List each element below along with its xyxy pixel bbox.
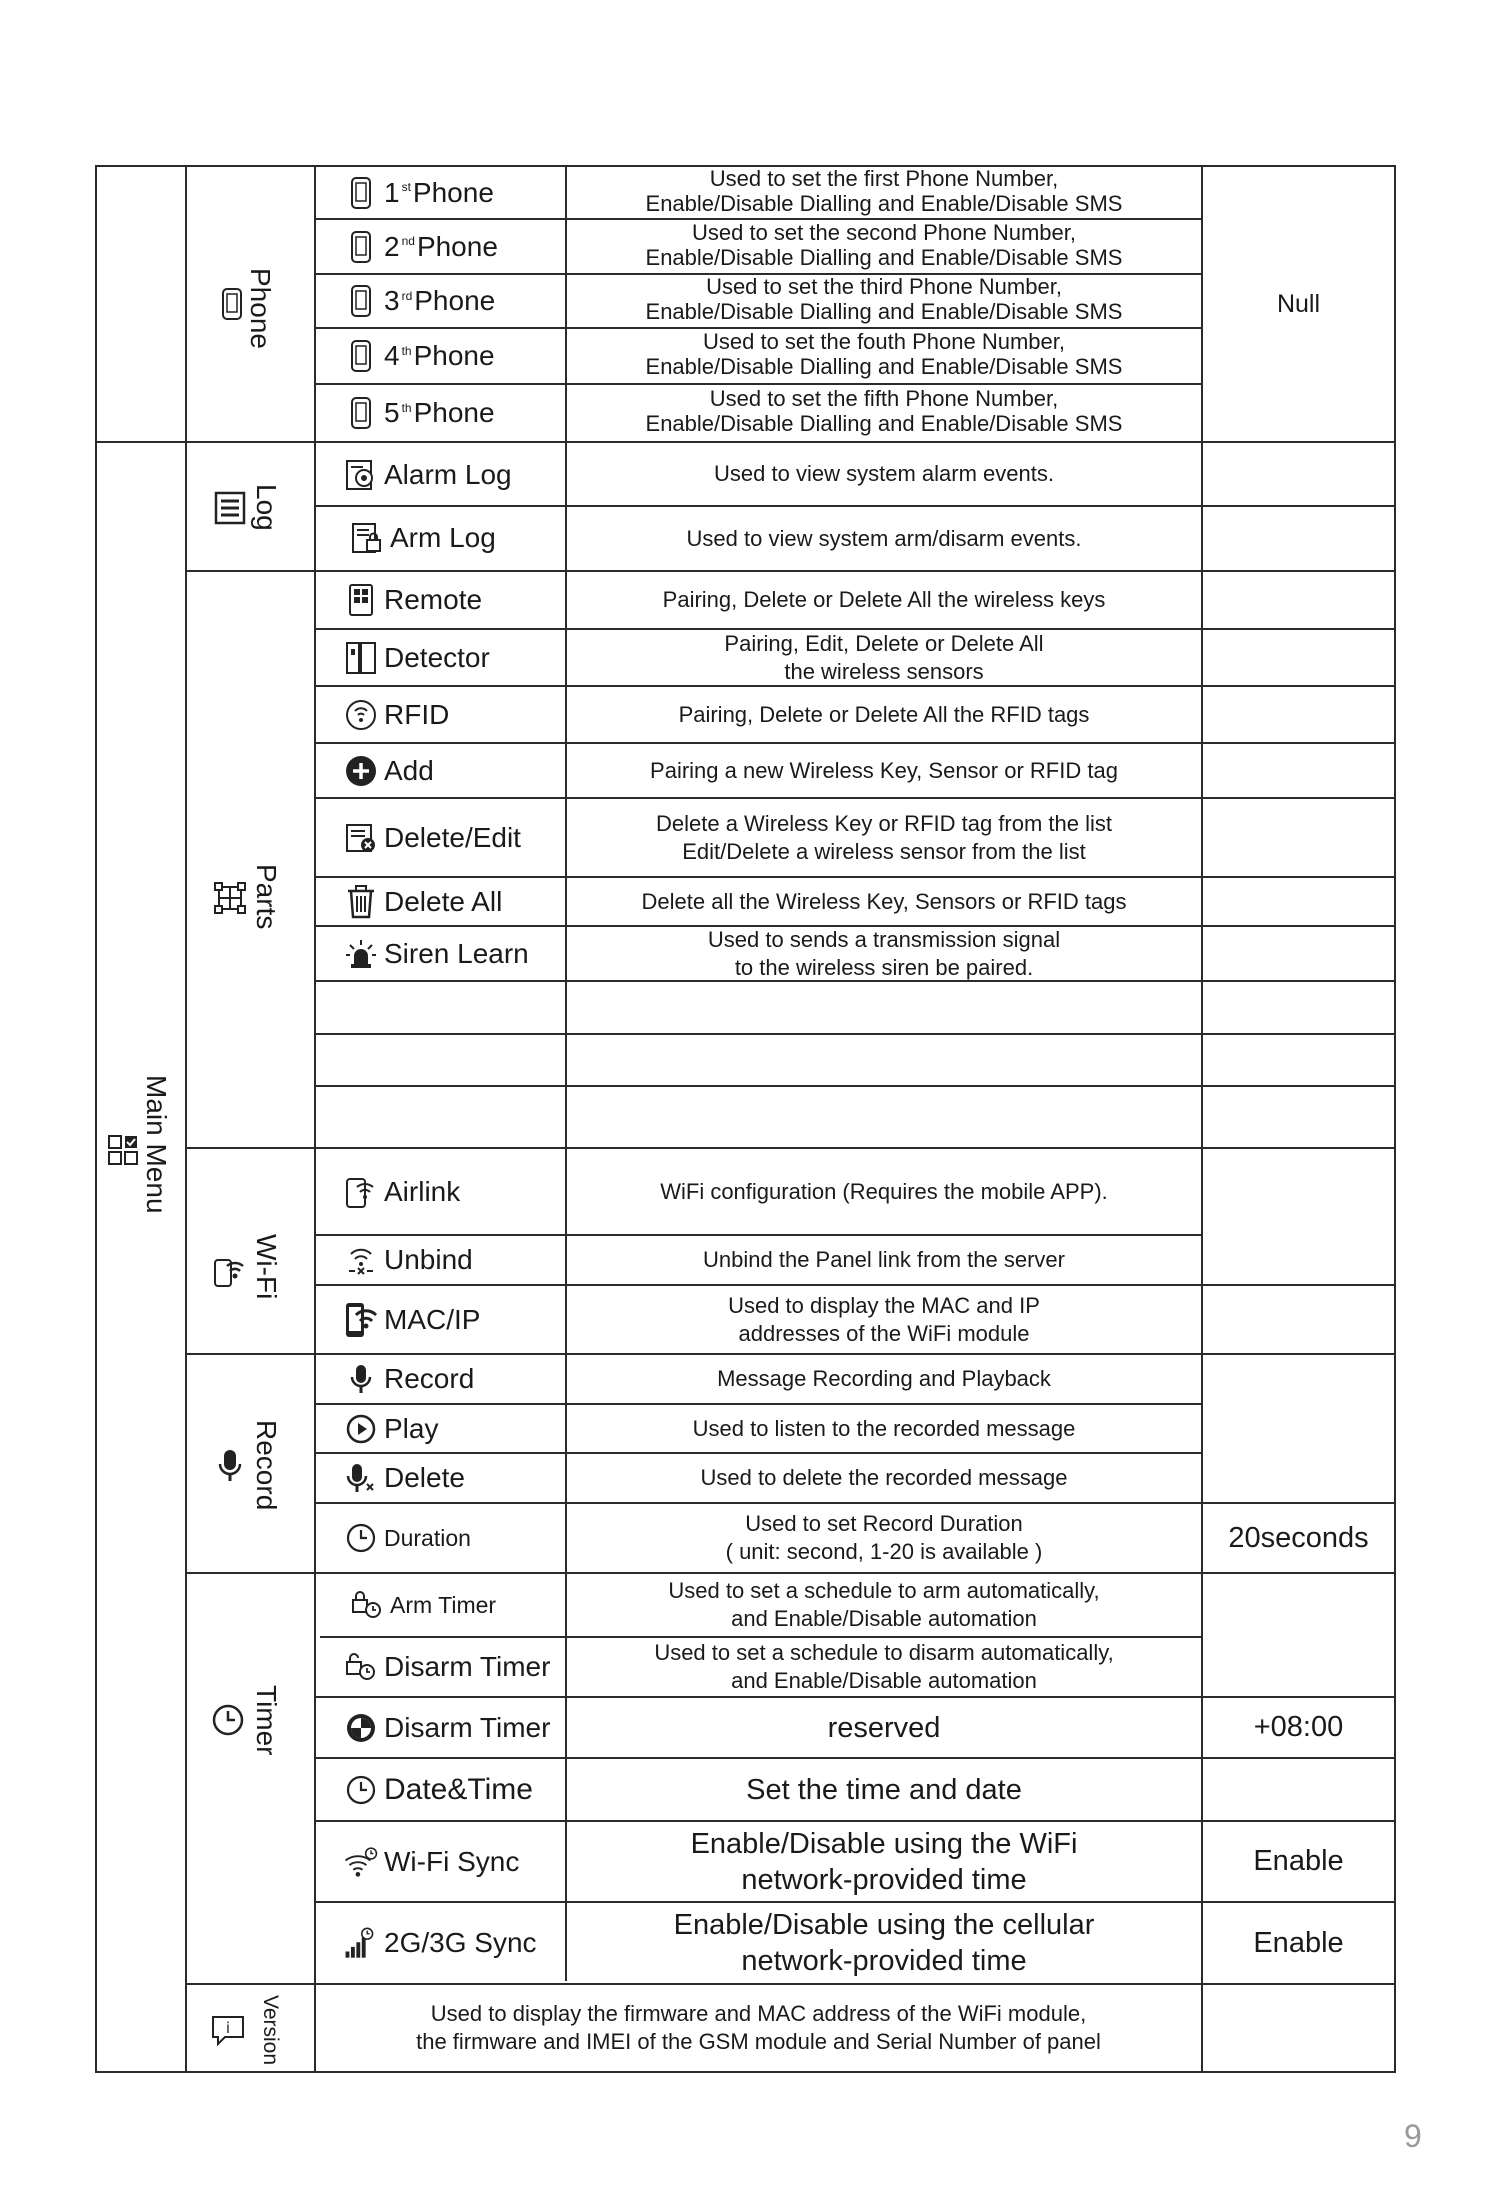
trash-icon — [344, 885, 378, 919]
wifi-phone-icon — [212, 1252, 248, 1288]
description-line-1: Enable/Disable using the cellular — [673, 1909, 1095, 1941]
description-line-1: reserved — [827, 1711, 941, 1744]
info-icon — [210, 2012, 246, 2048]
item-description — [567, 1638, 1201, 1696]
item-description — [567, 1822, 1201, 1901]
description-line-1: Used to sends a transmission signal — [707, 926, 1061, 952]
description-line-1: Used to set the fouth Phone Number, — [702, 329, 1065, 354]
phone-description — [567, 165, 1201, 216]
item-description — [567, 572, 1201, 628]
menu-item-alarm-log[interactable] — [344, 458, 512, 492]
item-description — [567, 630, 1201, 685]
unbind-icon — [344, 1243, 378, 1277]
description-line-1: Used to set a schedule to disarm automatically, — [654, 1640, 1114, 1665]
group-label-wifi: Wi-Fi — [251, 1234, 282, 1300]
menu-item-siren-learn[interactable] — [344, 927, 529, 980]
menu-item-label: Play — [384, 1412, 439, 1444]
description-line-1: Delete all the Wireless Key, Sensors or RFID tags — [641, 888, 1127, 914]
menu-item-phone-1[interactable] — [344, 167, 494, 218]
add-icon — [344, 754, 378, 788]
menu-item-label: MAC/IP — [384, 1303, 481, 1335]
menu-grid-icon — [105, 1132, 141, 1168]
menu-item-label — [384, 285, 495, 317]
arm-log-icon — [350, 521, 384, 555]
menu-item-remote[interactable] — [344, 572, 482, 628]
page-number: 9 — [1404, 2118, 1422, 2154]
description-line-2: and Enable/Disable automation — [731, 1606, 1037, 1631]
menu-item-play[interactable] — [344, 1405, 438, 1452]
menu-item-label: Remote — [384, 584, 483, 615]
group-label-parts: Parts — [251, 864, 282, 930]
arm-timer-icon — [350, 1588, 384, 1622]
phone-word: Phone — [414, 285, 496, 316]
description-line-1: Used to delete the recorded message — [700, 1465, 1068, 1490]
item-description — [567, 878, 1201, 925]
menu-item-arm-log[interactable] — [350, 521, 496, 555]
menu-item-airlink[interactable] — [344, 1149, 460, 1234]
item-description — [567, 744, 1201, 797]
description-line-2: Enable/Disable Dialling and Enable/Disable SMS — [645, 190, 1123, 216]
description-line-2: and Enable/Disable automation — [731, 1668, 1037, 1693]
description-line-2: Enable/Disable Dialling and Enable/Disable SMS — [645, 244, 1123, 270]
setting-value: Enable — [1253, 1926, 1344, 1959]
menu-item-2g-3g-sync[interactable] — [344, 1903, 537, 1983]
menu-item-label: Add — [384, 754, 434, 786]
item-description — [567, 927, 1201, 980]
item-description — [567, 1149, 1201, 1234]
setting-value: Enable — [1253, 1845, 1344, 1877]
menu-item-phone-3[interactable] — [344, 275, 495, 327]
description-line-2: Enable/Disable Dialling and Enable/Disable SMS — [645, 299, 1123, 324]
menu-item-label: Disarm Timer — [384, 1711, 551, 1743]
phone-word: Phone — [413, 397, 495, 428]
menu-item-label: 2G/3G Sync — [384, 1927, 537, 1958]
disarm-timer-icon — [344, 1650, 378, 1684]
log-icon — [212, 490, 248, 526]
menu-item-label — [384, 397, 495, 429]
description-line-1: Used to set a schedule to arm automatically, — [668, 1578, 1100, 1603]
menu-item-delete-all[interactable] — [344, 878, 502, 925]
description-line-2: the wireless sensors — [784, 658, 984, 684]
version-desc-line-2: the firmware and IMEI of the GSM module and Serial Number of panel — [416, 2029, 1101, 2054]
item-description — [567, 1574, 1201, 1636]
menu-item-disarm-timer[interactable] — [344, 1638, 550, 1696]
phone-ordinal-suffix: th — [401, 343, 412, 358]
menu-item-unbind[interactable] — [344, 1236, 473, 1284]
item-description — [567, 1454, 1201, 1502]
menu-item-label: Alarm Log — [384, 459, 512, 490]
description-line-2: addresses of the WiFi module — [738, 1320, 1030, 1346]
mobile-phone-icon — [344, 396, 378, 430]
clock-icon — [210, 1702, 246, 1738]
item-description — [567, 1903, 1201, 1983]
play-icon — [344, 1412, 378, 1446]
menu-item-add[interactable] — [344, 744, 434, 797]
group-label-log: Log — [251, 484, 282, 531]
menu-item-disarm-timer[interactable] — [344, 1698, 550, 1757]
menu-item-label: Wi-Fi Sync — [384, 1845, 520, 1877]
phone-word: Phone — [412, 176, 494, 208]
delete-edit-icon — [344, 821, 378, 855]
menu-item-label: Disarm Timer — [384, 1651, 551, 1682]
phone-description — [567, 383, 1201, 439]
mobile-phone-icon — [344, 284, 378, 318]
alarm-log-icon — [344, 458, 378, 492]
menu-item-label: Siren Learn — [384, 937, 529, 969]
detector-icon — [344, 641, 378, 675]
item-description — [567, 1759, 1201, 1820]
menu-item-label — [384, 177, 494, 209]
menu-item-phone-4[interactable] — [344, 329, 495, 383]
menu-item-label — [384, 340, 495, 372]
siren-icon — [344, 937, 378, 971]
row-divider — [314, 1033, 1396, 1035]
arm-log-description: Used to view system arm/disarm events. — [686, 525, 1082, 551]
main-menu-label: Main Menu — [141, 1075, 172, 1214]
phone-ordinal-number: 5 — [384, 397, 400, 428]
description-line-1: Set the time and date — [746, 1773, 1022, 1806]
microphone-delete-icon — [344, 1461, 378, 1495]
group-label-timer: Timer — [251, 1685, 282, 1756]
table-border-left — [95, 165, 97, 2073]
setting-value: +08:00 — [1253, 1711, 1344, 1743]
cellular-sync-icon — [344, 1926, 378, 1960]
mobile-phone-icon — [344, 176, 378, 210]
group-label-phone: Phone — [245, 268, 276, 349]
clock-icon — [344, 1521, 378, 1555]
menu-item-label: Arm Log — [390, 522, 496, 553]
menu-item-label: RFID — [384, 698, 450, 730]
timezone-icon — [344, 1711, 378, 1745]
menu-item-label: Record — [384, 1363, 475, 1394]
menu-item-label: Date&Time — [384, 1772, 533, 1806]
description-line-2: network-provided time — [741, 1863, 1027, 1896]
description-line-2: Enable/Disable Dialling and Enable/Disable SMS — [645, 354, 1123, 379]
description-line-1: Pairing, Delete or Delete All the wireless keys — [662, 587, 1106, 612]
description-line-1: Used to listen to the recorded message — [692, 1415, 1076, 1441]
menu-item-record[interactable] — [344, 1355, 474, 1403]
menu-item-label: Delete — [384, 1462, 465, 1493]
phone-ordinal-number: 4 — [384, 340, 400, 371]
svg-text:i: i — [225, 2019, 231, 2037]
menu-item-phone-2[interactable] — [344, 220, 498, 273]
description-line-1: Used to set Record Duration — [745, 1511, 1023, 1536]
description-line-1: Message Recording and Playback — [717, 1366, 1051, 1391]
item-description — [567, 1405, 1201, 1452]
airlink-icon — [344, 1175, 378, 1209]
description-line-1: Pairing, Edit, Delete or Delete All — [724, 630, 1044, 656]
table-border-bottom — [95, 2071, 1396, 2073]
menu-item-label: Delete/Edit — [384, 821, 521, 853]
column-divider-2 — [314, 165, 316, 2073]
description-line-1: Used to set the second Phone Number, — [691, 219, 1076, 245]
menu-item-arm-timer[interactable] — [350, 1574, 496, 1636]
phone-description — [567, 218, 1201, 271]
menu-item-mac-ip[interactable] — [344, 1286, 480, 1353]
phone-ordinal-number: 2 — [384, 230, 400, 262]
menu-item-label — [384, 231, 498, 263]
group-label-record: Record — [251, 1420, 282, 1511]
description-line-2: to the wireless siren be paired. — [734, 954, 1034, 980]
menu-item-detector[interactable] — [344, 630, 490, 685]
phone-ordinal-number: 3 — [384, 285, 400, 316]
description-line-1: Delete a Wireless Key or RFID tag from the list — [655, 810, 1113, 836]
menu-item-label: Duration — [384, 1524, 471, 1551]
item-description — [567, 1698, 1201, 1757]
column-divider-1 — [185, 165, 187, 2073]
menu-item-label: Unbind — [384, 1244, 473, 1275]
item-description — [567, 799, 1201, 876]
menu-item-date-time[interactable] — [344, 1759, 533, 1820]
phone-word: Phone — [416, 230, 498, 262]
menu-item-label: Airlink — [384, 1175, 461, 1207]
description-line-1: Pairing, Delete or Delete All the RFID tags — [678, 701, 1090, 727]
version-desc-line-1: Used to display the firmware and MAC address of the WiFi module, — [430, 2001, 1087, 2026]
description-line-1: Pairing a new Wireless Key, Sensor or RFID tag — [650, 757, 1118, 783]
mac-ip-icon — [344, 1303, 378, 1337]
item-description — [567, 1286, 1201, 1353]
phone-icon — [214, 286, 250, 322]
description-line-1: Used to display the MAC and IP — [728, 1292, 1040, 1318]
menu-item-duration[interactable] — [344, 1504, 471, 1572]
phone-description — [567, 327, 1201, 381]
microphone-icon — [212, 1448, 248, 1484]
remote-icon — [344, 583, 378, 617]
description-line-1: Used to set the first Phone Number, — [709, 165, 1059, 191]
phone-description — [567, 273, 1201, 325]
description-line-1: Used to set the third Phone Number, — [706, 274, 1062, 299]
mobile-phone-icon — [344, 339, 378, 373]
description-line-2: network-provided time — [741, 1945, 1027, 1977]
version-description — [316, 1985, 1201, 2071]
group-label-version: Version — [259, 1995, 282, 2066]
wifi-sync-icon — [344, 1845, 378, 1879]
parts-icon — [212, 880, 248, 916]
setting-value: 20seconds — [1228, 1521, 1369, 1554]
alarm-log-description: Used to view system alarm events. — [714, 461, 1054, 486]
description-line-1: Enable/Disable using the WiFi — [690, 1827, 1078, 1860]
item-description — [567, 1504, 1201, 1572]
description-line-1: Unbind the Panel link from the server — [703, 1247, 1065, 1272]
menu-item-delete[interactable] — [344, 1454, 465, 1502]
menu-item-wi-fi-sync[interactable] — [344, 1822, 519, 1901]
phone-ordinal-suffix: rd — [401, 288, 413, 303]
description-line-1: Used to set the fifth Phone Number, — [709, 386, 1059, 411]
item-description — [567, 1236, 1201, 1284]
item-description — [567, 1355, 1201, 1403]
menu-item-label: Detector — [384, 641, 490, 673]
menu-item-delete-edit[interactable] — [344, 799, 521, 876]
phone-ordinal-suffix: th — [401, 400, 412, 415]
row-divider — [314, 1085, 1396, 1087]
menu-item-rfid[interactable] — [344, 687, 449, 742]
microphone-icon — [344, 1362, 378, 1396]
item-description — [567, 687, 1201, 742]
description-line-2: ( unit: second, 1-20 is available ) — [725, 1539, 1043, 1564]
clock-icon — [344, 1773, 378, 1807]
table-border-right — [1394, 165, 1396, 2073]
mobile-phone-icon — [344, 230, 378, 264]
phone-ordinal-suffix: st — [401, 180, 411, 195]
description-line-2: Edit/Delete a wireless sensor from the list — [682, 838, 1086, 864]
menu-item-phone-5[interactable] — [344, 385, 495, 441]
phone-ordinal-suffix: nd — [401, 234, 415, 249]
description-line-1: WiFi configuration (Requires the mobile APP). — [660, 1178, 1108, 1204]
description-line-2: Enable/Disable Dialling and Enable/Disable SMS — [645, 411, 1123, 436]
menu-item-label: Delete All — [384, 885, 503, 917]
rfid-icon — [344, 698, 378, 732]
menu-item-label: Arm Timer — [390, 1591, 497, 1618]
column-divider-4 — [1201, 165, 1203, 2073]
phone-ordinal-number: 1 — [384, 176, 400, 208]
phone-word: Phone — [413, 340, 495, 371]
phone-value: Null — [1276, 289, 1321, 318]
